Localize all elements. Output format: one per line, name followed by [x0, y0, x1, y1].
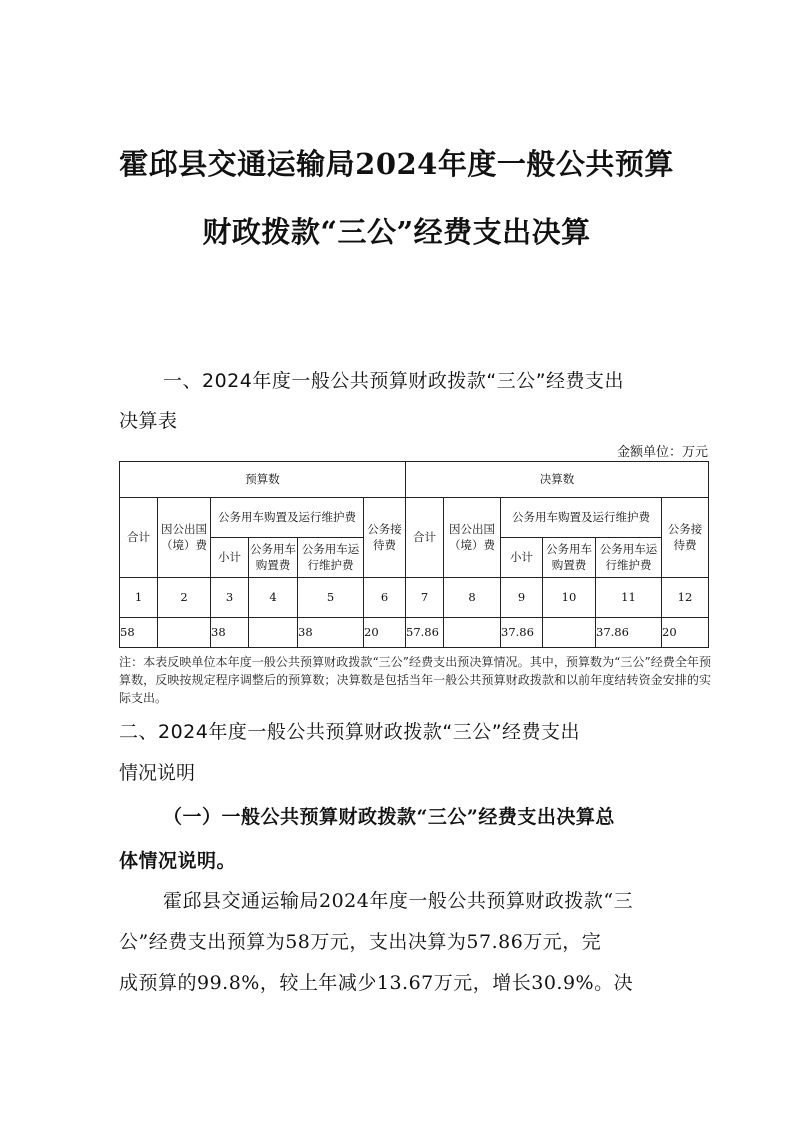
col-number: 3 — [211, 578, 249, 618]
col-number: 9 — [501, 578, 543, 618]
budget-abroad-value — [158, 618, 211, 648]
amount-unit-label: 金额单位：万元 — [616, 445, 708, 460]
budget-subtotal-header: 小计 — [211, 538, 249, 578]
budget-vehicle-purchase-value — [249, 618, 298, 648]
budget-reception-value: 20 — [364, 618, 406, 648]
paragraph-line-1: 霍邱县交通运输局2024年度一般公共预算财政拨款“三 — [163, 890, 634, 912]
subsection-1-heading-continued: 体情况说明。 — [119, 850, 237, 872]
table-footnote: 注：本表反映单位本年度一般公共预算财政拨款“三公”经费支出预决算情况。其中，预算数为“三公”经费全年预算数，反映按规定程序调整后的预算数；决算数是包括当年一般公共预算财政拨款和以前年度结转资金安排的实际支出。 — [119, 655, 711, 705]
table-group-header-row — [120, 462, 709, 498]
budget-total-value: 58 — [120, 618, 158, 648]
col-number: 12 — [662, 578, 709, 618]
section-1-heading: 一、2024年度一般公共预算财政拨款“三公”经费支出 — [163, 370, 625, 392]
table-header-row — [120, 498, 709, 538]
budget-reception-header: 公务接待费 — [364, 498, 406, 578]
budget-subtotal-value: 38 — [211, 618, 249, 648]
subsection-1-heading: （一）一般公共预算财政拨款“三公”经费支出决算总 — [163, 806, 615, 828]
budget-vehicle-purchase-header: 公务用车购置费 — [249, 538, 298, 578]
budget-group-header: 预算数 — [120, 462, 406, 498]
final-reception-value: 20 — [662, 618, 709, 648]
final-vehicle-group-header: 公务用车购置及运行维护费 — [501, 498, 662, 538]
col-number: 11 — [596, 578, 662, 618]
final-total-header: 合计 — [406, 498, 444, 578]
budget-abroad-header: 因公出国（境）费 — [158, 498, 211, 578]
column-number-row — [120, 578, 709, 618]
final-total-value: 57.86 — [406, 618, 444, 648]
final-abroad-value — [444, 618, 501, 648]
final-vehicle-operation-value: 37.86 — [596, 618, 662, 648]
budget-vehicle-operation-header: 公务用车运行维护费 — [298, 538, 364, 578]
col-number: 7 — [406, 578, 444, 618]
final-vehicle-purchase-value — [543, 618, 596, 648]
document-title-line-1: 霍邱县交通运输局2024年度一般公共预算 — [119, 147, 674, 181]
col-number: 8 — [444, 578, 501, 618]
table-data-row — [120, 618, 709, 648]
final-reception-header: 公务接待费 — [662, 498, 709, 578]
col-number: 4 — [249, 578, 298, 618]
final-abroad-header: 因公出国（境）费 — [444, 498, 501, 578]
section-2-heading-continued: 情况说明 — [119, 762, 196, 784]
col-number: 2 — [158, 578, 211, 618]
section-1-heading-continued: 决算表 — [119, 410, 178, 432]
budget-total-header: 合计 — [120, 498, 158, 578]
section-2-heading: 二、2024年度一般公共预算财政拨款“三公”经费支出 — [119, 721, 581, 743]
final-vehicle-operation-header: 公务用车运行维护费 — [596, 538, 662, 578]
col-number: 5 — [298, 578, 364, 618]
paragraph-line-2: 公”经费支出预算为58万元，支出决算为57.86万元，完 — [119, 931, 602, 953]
document-title-line-2: 财政拨款“三公”经费支出决算 — [202, 215, 591, 249]
budget-vehicle-operation-value: 38 — [298, 618, 364, 648]
col-number: 1 — [120, 578, 158, 618]
final-subtotal-header: 小计 — [501, 538, 543, 578]
paragraph-line-3: 成预算的99.8%，较上年减少13.67万元，增长30.9%。决 — [119, 972, 634, 994]
final-vehicle-purchase-header: 公务用车购置费 — [543, 538, 596, 578]
three-public-expenses-table — [119, 461, 709, 648]
budget-vehicle-group-header: 公务用车购置及运行维护费 — [211, 498, 364, 538]
final-subtotal-value: 37.86 — [501, 618, 543, 648]
col-number: 10 — [543, 578, 596, 618]
final-group-header: 决算数 — [406, 462, 709, 498]
col-number: 6 — [364, 578, 406, 618]
